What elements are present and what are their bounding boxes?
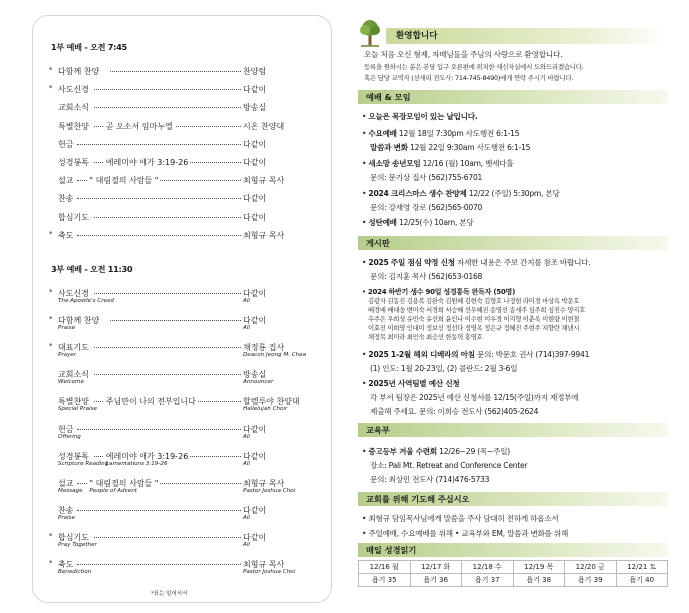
order-item-leader: 다같이 [243, 316, 267, 326]
leader-dots [94, 107, 241, 108]
education-item-retreat: • 중고등부 겨울 수련회 12/26~29 (목~주일) [362, 447, 511, 456]
order-item-label: 헌금 [58, 139, 74, 149]
worship-item-year-end-contact: 문의: 문기상 집사 (562)755-6701 [370, 173, 483, 182]
order-item-english-label: Benediction [58, 569, 92, 575]
leader-dots [77, 564, 241, 565]
order-item-english-leader: Pastor Joshua Choi [243, 569, 296, 575]
board-item-tiberias: • 2025 1-2월 해외 디베라의 아침 문의: 박문호 권사 (714)397-9941 [362, 350, 590, 359]
order-item-label: 교회소식 [58, 103, 89, 113]
order-item-detail: 에레미야 애가 3:19-26 [105, 158, 189, 167]
order-item-leader: 다같이 [243, 505, 267, 515]
board-item-tiberias-dates: (1) 인도: 1월 20-23일, (2) 콜란드: 2월 3-6일 [370, 364, 518, 373]
worship-order-row [49, 102, 315, 114]
order-item-leader: 다같이 [243, 451, 267, 461]
standing-mark: * [49, 342, 53, 351]
board-item-budget-line-2: 제출해 주세요. 문의: 이희승 전도사 (562)405-2624 [370, 407, 539, 416]
prayer-section-bar [358, 492, 668, 506]
order-item-leader: 다같이 [243, 85, 267, 95]
reading-day: 12/18 수 [462, 561, 514, 574]
order-item-leader: 할렐루야 찬양대 [243, 397, 300, 407]
order-item-english-leader: Pastor Joshua Choi [243, 487, 296, 494]
standing-mark: * [49, 559, 53, 567]
prayer-section-title: 교회를 위해 기도해 주십시오 [366, 494, 470, 504]
leader-dots [77, 429, 241, 430]
order-item-leader: 다같이 [243, 194, 267, 204]
order-of-worship-panel [32, 15, 332, 603]
worship-order-row [49, 505, 315, 521]
worship-order-row [49, 66, 315, 78]
order-item-label: 특별찬양 [58, 121, 89, 131]
worship-order-row [49, 121, 315, 133]
order-item-label: 성경봉독 [58, 158, 89, 167]
worship-item-christmas-contact: 문의: 강재영 장로 (562)565-0070 [370, 203, 483, 212]
order-item-leader: 다같이 [243, 158, 267, 167]
order-item-english-label: Message [58, 487, 83, 494]
order-item-english-label: Praise [58, 514, 76, 521]
order-item-leader: 최형규 목사 [243, 560, 285, 569]
leader-dots [94, 374, 241, 375]
order-item-english-leader: Hallelujah Choir [243, 406, 288, 413]
order-item-leader: 최형규 목사 [243, 478, 285, 488]
worship-order-row [49, 531, 315, 548]
worship-order-row [49, 288, 315, 304]
order-item-label: 찬송 [58, 505, 74, 515]
leader-dots [94, 89, 241, 90]
leader-dots [94, 217, 241, 218]
order-item-label: 합심기도 [58, 532, 89, 542]
worship-item-word-change: 말씀과 변화 12월 22일 9:30am 사도행전 6:1-15 [370, 143, 531, 152]
order-item-label: 헌금 [58, 424, 74, 434]
order-item-leader: 다같이 [243, 289, 267, 298]
order-item-label: 설교 [58, 176, 74, 186]
order-item-english-leader: All [243, 541, 250, 548]
worship-section-bar [358, 90, 668, 104]
order-item-leader: 다같이 [243, 139, 267, 149]
reading-day: 12/20 금 [565, 561, 617, 574]
reading-day: 12/17 화 [410, 561, 462, 574]
welcome-title: 환영합니다 [396, 31, 438, 41]
order-item-english-label: Prayer [58, 352, 77, 359]
order-item-leader: 다같이 [243, 212, 267, 222]
order-item-english-leader: Announcer [243, 379, 274, 386]
worship-order-row [49, 139, 315, 151]
order-item-english-leader: All [243, 325, 250, 332]
reading-chapter: 욥기 36 [410, 574, 462, 587]
order-item-english-label: Special Praise [58, 406, 97, 413]
reading-day: 12/16 월 [359, 561, 411, 574]
board-item-budget: • 2025년 사역팀별 예산 신청 [362, 379, 460, 388]
worship-order-row [49, 369, 315, 386]
order-item-english-label: Scripture Reading [58, 460, 109, 467]
board-item-lunch-contact: 문의: 김지훈 목사 (562)653-0168 [370, 272, 483, 281]
reading-table [358, 560, 668, 587]
reading-chapter: 욥기 38 [513, 574, 565, 587]
education-item-location: 장소: Pali Mt. Retreat and Conference Center [370, 461, 528, 470]
order-item-leader: 시온 찬양대 [243, 121, 285, 131]
welcome-line-3: 혹은 담당 교역자 (선새리 전도사: 714-745-8490)에게 연락 주시기 바랍니다. [364, 74, 574, 82]
reading-chapter: 욥기 37 [462, 574, 514, 587]
order-item-label: 축도 [58, 230, 74, 240]
worship-section-title: 예배 & 모임 [366, 92, 411, 102]
order-item-leader: 다같이 [243, 532, 267, 542]
worship-item-christmas-service: • 성탄예배 12/25(수) 10am, 본당 [362, 218, 474, 227]
order-item-leader: 채정룡 집사 [243, 343, 285, 353]
standing-mark: * [49, 229, 53, 238]
worship-item-christmas-concert: • 2024 크리스마스 생수 찬양제 12/22 (주일) 5:30pm, 본당 [362, 189, 560, 198]
worship-item-wednesday: • 수요예배 12월 18일 7:30pm 사도행전 6:1-15 [362, 129, 520, 138]
order-item-label: 찬송 [58, 194, 74, 204]
worship-order-row [49, 84, 315, 96]
reading-day: 12/19 목 [513, 561, 565, 574]
leader-dots [77, 510, 241, 511]
order-item-english-leader: All [243, 298, 250, 304]
order-item-english-label: Pray Together [58, 541, 97, 548]
prayer-item-1: • 최형규 담임목사님에게 말씀을 주사 담대히 전하게 하옵소서 [362, 514, 559, 523]
order-item-label: 설교 [58, 478, 74, 488]
welcome-line-2: 등록을 원하시는 분은 본당 입구 오른편에 위치한 새신자실에서 도와드리겠습니다. [364, 63, 584, 71]
reading-chapter: 욥기 39 [565, 574, 617, 587]
education-section-title: 교육부 [366, 425, 390, 435]
board-section-title: 게시판 [366, 238, 390, 248]
standing-footnote: *표는 일어서서 [151, 591, 188, 597]
reading-chapter: 욥기 40 [616, 574, 668, 587]
tree-icon [358, 18, 382, 48]
order-item-english-label: The Apostle's Creed [58, 298, 114, 304]
reading-day: 12/21 토 [616, 561, 668, 574]
order-item-english-leader: All [243, 514, 250, 521]
names-line-3: 우주은 우희성 유민숙 유선희 윤인나 이수현 이우경 이지형 이춘옥 이현량 이현철 [368, 315, 580, 323]
worship-order-row [49, 157, 315, 169]
reading-chapter: 욥기 35 [359, 574, 411, 587]
worship-order-row [49, 559, 315, 575]
board-item-lunch: • 2025 주일 점심 약정 신청 자세한 내용은 주보 간지를 참조 바랍니다. [362, 258, 591, 267]
education-section-bar [358, 423, 668, 437]
order-item-leader: 방송실 [243, 103, 267, 113]
order-item-english-detail: People of Advent [89, 487, 137, 494]
order-item-detail: 에레미야 애가 3:19-26 [105, 451, 189, 461]
order-item-leader: 최형규 목사 [243, 176, 285, 186]
order-item-english-leader: All [243, 460, 250, 467]
order-item-english-detail: Lamentations 3:19-26 [105, 460, 168, 467]
worship-order-row [49, 230, 315, 242]
names-line-5: 채정목 최미라 최민숙 최승선 한동혁 홍영호 [368, 333, 483, 341]
board-item-budget-line-1: 각 부서 팀장은 2025년 예산 신청서를 12/15(주일)까지 재정부에 [370, 393, 579, 402]
order-item-leader: 방송실 [243, 370, 267, 380]
worship-order-row [49, 175, 315, 187]
order-item-label: 합심기도 [58, 212, 89, 222]
order-item-label: 다함께 찬양 [58, 67, 100, 76]
leader-dots [77, 144, 241, 145]
worship-order-row [49, 315, 315, 332]
worship-order-row [49, 478, 315, 494]
order-item-english-label: Praise [58, 325, 76, 332]
worship-order-row [49, 212, 315, 224]
worship-item-mokjang: • 오늘은 목장모임이 있는 날입니다. [362, 112, 478, 121]
order-item-leader: 다같이 [243, 424, 267, 434]
standing-mark: * [49, 315, 53, 324]
board-section-bar [358, 236, 668, 250]
order-item-label: 교회소식 [58, 370, 89, 380]
order-item-english-leader: All [243, 433, 250, 440]
service1-title: 1부 예배 - 오전 7:45 [51, 42, 127, 52]
welcome-line-1: 오늘 처음 오신 형제, 자매님들을 주님의 사랑으로 환영합니다. [364, 50, 563, 59]
board-item-bible-reading: • 2024 하반기 생수 90일 성경통독 완독자 (50명) [362, 288, 516, 296]
announcements-panel [356, 18, 676, 603]
order-item-english-leader: Deacon Jeong M. Chea [243, 352, 307, 359]
order-item-english-label: Offering [58, 433, 81, 440]
worship-order-row [49, 342, 315, 359]
prayer-item-2: • 주일예배, 수요예배를 위해 • 교육부와 EM, 말씀과 변화를 위해 [362, 529, 569, 538]
order-item-label: 다함께 찬양 [58, 316, 100, 326]
standing-mark: * [49, 531, 53, 540]
service3-title: 3부 예배 - 오전 11:30 [51, 264, 133, 274]
names-line-1: 김광자 김동진 김용복 김완숙 김원혜 김현숙 김형호 나정현 라미경 마상옥 박문호 [368, 297, 580, 305]
order-item-label: 특별찬양 [58, 397, 89, 407]
order-item-detail: " 대림절의 사람들 " [89, 176, 159, 186]
order-item-label: 사도신경 [58, 85, 89, 95]
leader-dots [110, 320, 241, 321]
order-item-detail: 곧 오소서 임마누엘 [105, 121, 173, 131]
order-item-detail: 주님만이 나의 전부입니다 [105, 397, 196, 407]
worship-order-row [49, 451, 315, 467]
education-item-contact: 문의: 최상민 전도사 (714)476-5733 [370, 475, 490, 484]
order-item-detail: " 대림절의 사람들 " [89, 478, 159, 488]
order-item-label: 축도 [58, 560, 74, 569]
worship-order-row [49, 396, 315, 413]
standing-mark: * [49, 84, 53, 93]
worship-order-row [49, 424, 315, 440]
order-item-label: 사도신경 [58, 289, 89, 298]
leader-dots [77, 235, 241, 236]
leader-dots [110, 71, 241, 72]
worship-order-row [49, 193, 315, 205]
leader-dots [94, 347, 241, 348]
leader-dots [94, 537, 241, 538]
names-line-2: 배경애 배대웅 변미숙 서경희 서승혜 선우혜진 송영선 송세주 심주희 심진수 양지호 [368, 306, 586, 314]
reading-section-title: 매일 성경읽기 [366, 545, 417, 555]
standing-mark: * [49, 66, 53, 74]
leader-dots [94, 293, 241, 294]
worship-item-year-end: • 새소망 송년모임 12/16 (월) 10am, 벳세다홀 [362, 159, 514, 168]
names-line-4: 이효진 이희영 인대미 정보선 정선다 정영옥 정은규 정혜진 주현주 지향란 채낸시 [368, 324, 580, 332]
standing-mark: * [49, 288, 53, 296]
order-item-label: 성경봉독 [58, 451, 89, 461]
order-item-leader: 찬양팀 [243, 67, 267, 76]
leader-dots [77, 198, 241, 199]
order-item-english-label: Welcome [58, 379, 84, 386]
reading-section-bar [358, 543, 668, 557]
order-item-leader: 최형규 목사 [243, 230, 285, 240]
order-item-label: 대표기도 [58, 343, 89, 353]
